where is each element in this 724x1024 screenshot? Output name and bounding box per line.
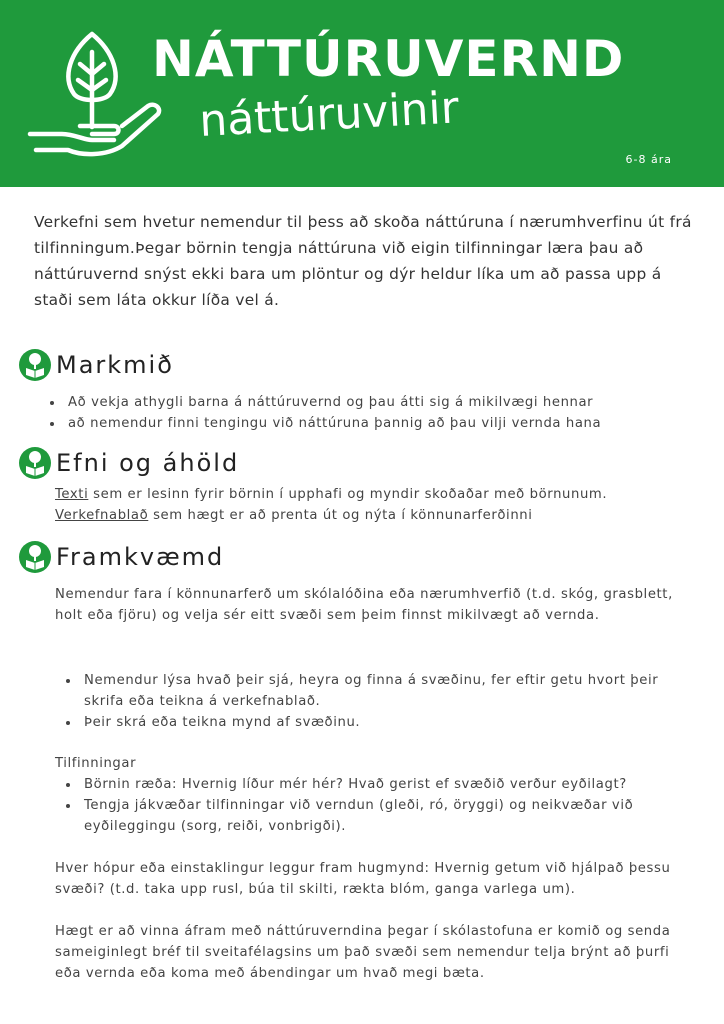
tilfinningar-heading: Tilfinningar [55,756,137,771]
section-markmid-heading [18,348,174,382]
texti-link[interactable]: Texti [55,487,89,502]
tree-book-icon [18,540,52,574]
tree-book-icon [18,446,52,480]
framkvaemd-list-2 [58,774,678,837]
section-title: Markmið [56,351,174,379]
section-framkvaemd-heading [18,540,224,574]
tree-book-icon [18,348,52,382]
efni-line2-text: sem hægt er að prenta út og nýta í könnunarferðinni [148,508,533,523]
header-banner [0,0,724,187]
list-item: • að nemendur finni tengingu við náttúruna þannig að þau vilji vernda hana [64,413,662,434]
efni-lines [55,484,675,526]
page-subtitle: náttúruvinir [198,82,461,147]
framkvaemd-paragraph-2: Hver hópur eða einstaklingur leggur fram hugmynd: Hvernig getum við hjálpað þessu svæði? (t.d. taka upp rusl, búa til skilti, rækta blóm, ganga varlega um). [55,861,671,897]
framkvaemd-paragraph-3: Hægt er að vinna áfram með náttúruverndina þegar í skólastofuna er komið og senda sameiginlegt bréf til sveitafélagsins um það svæði sem nemendur telja brýnt að þurfi eða vernda eða koma með ábendingar um hvað megi bæta. [55,924,671,981]
hand-holding-leaf-icon [22,22,162,162]
section-title: Efni og áhöld [56,449,240,477]
list-item: • Nemendur lýsa hvað þeir sjá, heyra og finna á svæðinu, fer eftir getu hvort þeir skrifa eða teikna á verkefnablað. [80,670,678,712]
age-label: 6-8 ára [625,153,672,166]
section-efni-heading [18,446,239,480]
efni-line1-text: sem er lesinn fyrir börnin í upphafi og myndir skoðaðar með börnunum. [88,487,608,502]
framkvaemd-paragraph-1: Nemendur fara í könnunarferð um skólalóðina eða nærumhverfið (t.d. skóg, grasblett, holt eða fjöru) og velja sér eitt svæði sem þeim finnst mikilvægt að vernda. [55,587,673,623]
list-item: • Tengja jákvæðar tilfinningar við verndun (gleði, ró, öryggi) og neikvæðar við eyðileggingu (sorg, reiði, vonbrigði). [80,795,678,837]
intro-paragraph: Verkefni sem hvetur nemendur til þess að skoða náttúruna í nærumhverfinu út frá tilfinningum.Þegar börnin tengja náttúruna við eigin tilfinningar læra þau að náttúruvernd snýst ekki bara um plöntur og dýr heldur líka um að passa upp á staði sem láta okkur líða vel á. [34,213,692,309]
list-item: • Að vekja athygli barna á náttúruvernd og þau átti sig á mikilvægi hennar [64,392,662,413]
markmid-list [42,392,662,434]
section-title: Framkvæmd [56,543,225,571]
list-item: • Þeir skrá eða teikna mynd af svæðinu. [80,712,678,733]
list-item: • Börnin ræða: Hvernig líður mér hér? Hvað gerist ef svæðið verður eyðilagt? [80,774,678,795]
page-title: NÁTTÚRUVERND [152,30,625,88]
verkefnablad-link[interactable]: Verkefnablað [55,508,149,523]
framkvaemd-list-1 [58,670,678,733]
